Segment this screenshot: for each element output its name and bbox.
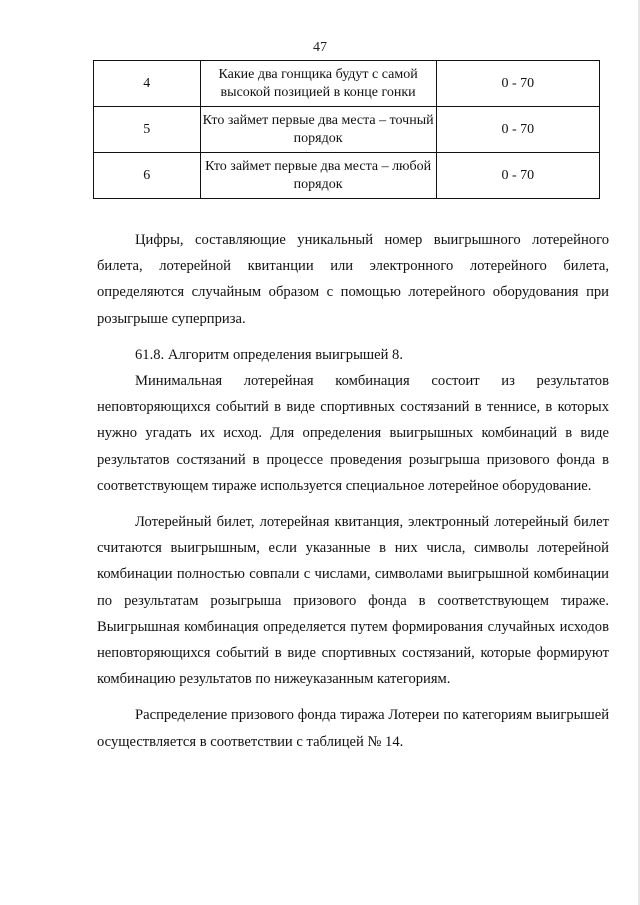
table-row [94, 61, 600, 107]
category-number-cell: 6 [94, 153, 201, 199]
category-number-cell: 4 [94, 61, 201, 107]
prize-category-table [93, 60, 600, 199]
section-heading-algorithm-8: 61.8. Алгоритм определения выигрышей 8. [135, 346, 403, 363]
category-range-cell: 0 - 70 [436, 61, 599, 107]
paragraph-prize-distribution: Распределение призового фонда тиража Лотереи по категориям выигрышей осуществляется в соответствии с таблицей № 14. [97, 707, 609, 750]
table-row [94, 153, 600, 199]
category-description-cell: Кто займет первые два места – точный порядок [200, 107, 436, 153]
category-number-cell: 5 [94, 107, 201, 153]
page-number: 47 [313, 40, 327, 55]
paragraph-winning-ticket-rules: Лотерейный билет, лотерейная квитанция, электронный лотерейный билет считаются выигрышным, если указанные в них числа, символы лотерейной комбинации полностью совпали с числами, символами выигрышной комбинации по результатам розыгрыша призового фонда в соответствующем тираже. Выигрышная комбинация определяется путем формирования случайных исходов неповторяющихся событий в виде спортивных состязаний, которые формируют комбинацию результатов по нижеуказанным категориям. [97, 514, 609, 688]
category-range-cell: 0 - 70 [436, 107, 599, 153]
category-description-cell: Какие два гонщика будут с самой высокой позицией в конце гонки [200, 61, 436, 107]
body-text [97, 227, 609, 755]
category-range-cell: 0 - 70 [436, 153, 599, 199]
paragraph-winning-ticket-number: Цифры, составляющие уникальный номер выигрышного лотерейного билета, лотерейной квитанции или электронного лотерейного билета, определяются случайным образом с помощью лотерейного оборудования при розыгрыше суперприза. [97, 232, 609, 327]
category-description-cell: Кто займет первые два места – любой порядок [200, 153, 436, 199]
table-row [94, 107, 600, 153]
paragraph-minimal-combination: Минимальная лотерейная комбинация состоит из результатов неповторяющихся событий в виде спортивных состязаний в теннисе, в которых нужно угадать их исход. Для определения выигрышных комбинаций в виде результатов состязаний в процессе проведения розыгрыша призового фонда в соответствующем тираже используется специальное лотерейное оборудование. [97, 373, 609, 494]
